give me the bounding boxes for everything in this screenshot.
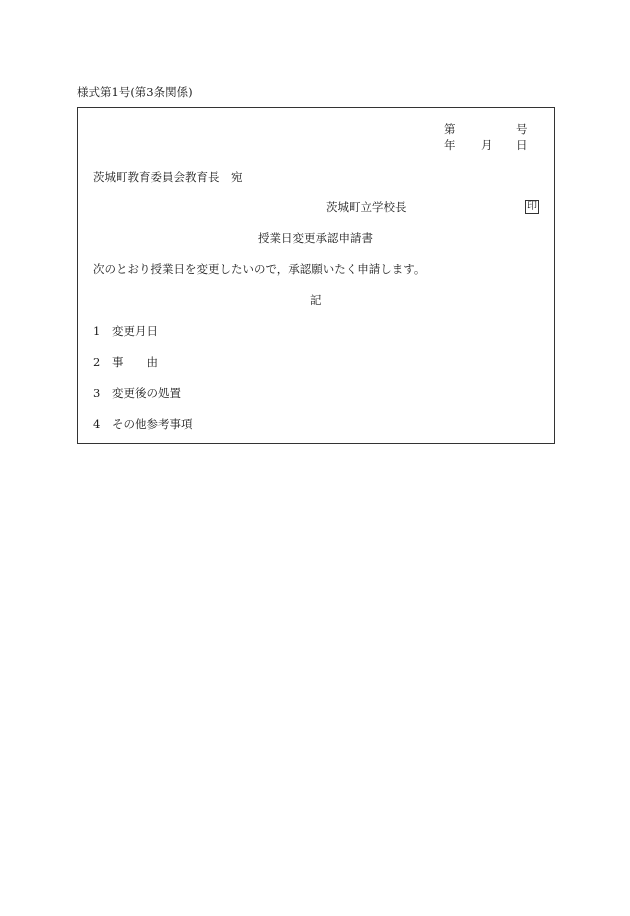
document-title: 授業日変更承認申請書	[258, 231, 373, 245]
date-day: 日	[516, 138, 528, 152]
body-text: 次のとおり授業日を変更したいので，承認願いたく申請します。	[93, 262, 426, 276]
item-label: 事 由	[112, 355, 158, 369]
doc-number-prefix: 第	[444, 122, 456, 136]
item-number: 4	[93, 417, 101, 431]
item-label: 変更月日	[112, 324, 158, 338]
date-month: 月	[481, 138, 493, 152]
date-year: 年	[444, 138, 456, 152]
addressee: 茨城町教育委員会教育長 宛	[93, 170, 243, 184]
doc-number-suffix: 号	[516, 122, 528, 136]
item-number: 1	[93, 324, 101, 338]
item-number: 3	[93, 386, 101, 400]
sender: 茨城町立学校長	[326, 200, 407, 214]
item-number: 2	[93, 355, 101, 369]
item-label: 変更後の処置	[112, 386, 181, 400]
ki-heading: 記	[310, 293, 322, 307]
form-label: 様式第1号(第3条関係)	[77, 85, 193, 99]
seal-mark: 印	[527, 201, 537, 212]
item-label: その他参考事項	[112, 417, 193, 431]
